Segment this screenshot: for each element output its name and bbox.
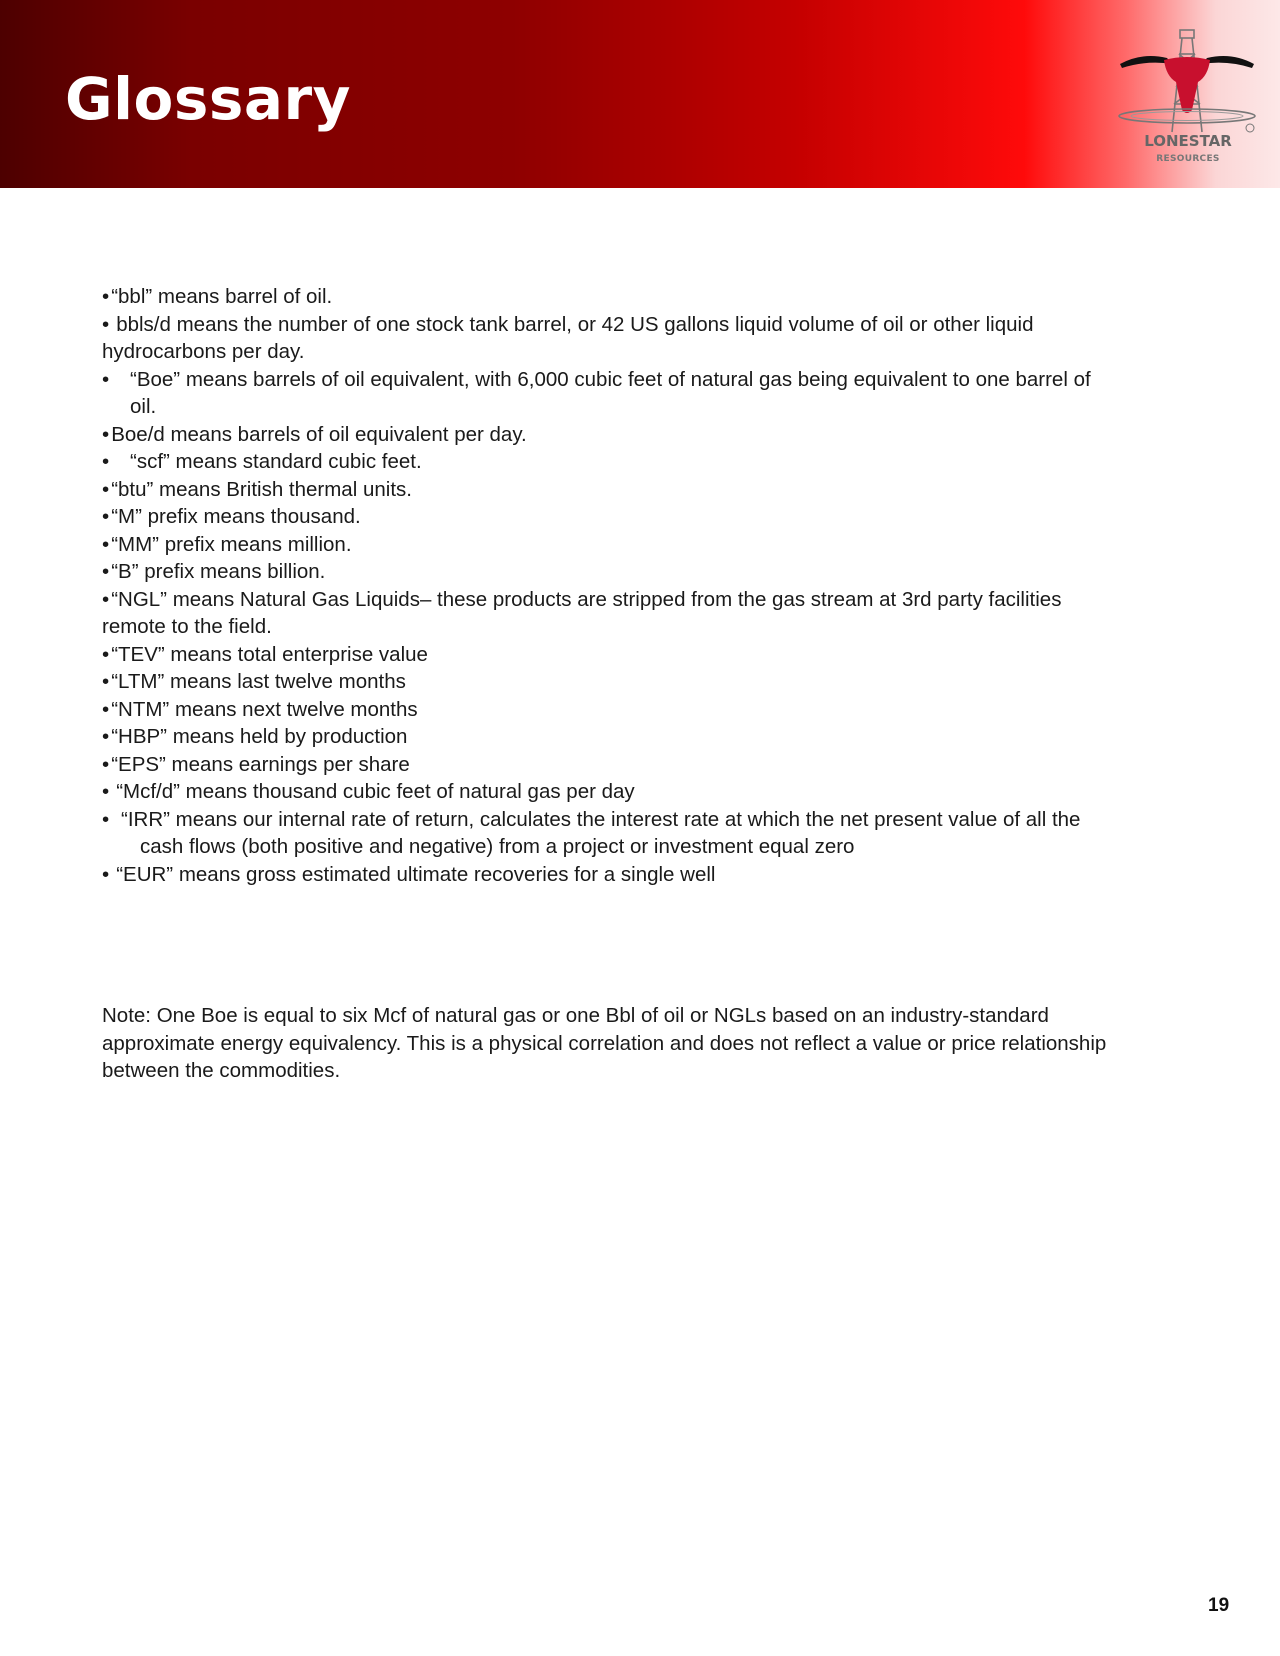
logo-wordmark: LONESTAR [1144, 132, 1232, 150]
bullet-glyph: • [102, 780, 110, 803]
glossary-item: • “Boe” means barrels of oil equivalent, with 6,000 cubic feet of natural gas being equivalent to one barrel of oil. [102, 367, 1091, 418]
bullet-glyph: • [102, 807, 110, 831]
glossary-list [102, 283, 1122, 888]
bullet-glyph: • [102, 642, 110, 666]
page-number: 19 [1208, 1595, 1230, 1616]
glossary-item: •“M” prefix means thousand. [102, 505, 361, 528]
bullet-glyph: • [102, 697, 110, 721]
glossary-item: •“HBP” means held by production [102, 725, 408, 748]
glossary-item: • bbls/d means the number of one stock tank barrel, or 42 US gallons liquid volume of oil or other liquid hydrocarbons per day. [102, 312, 1034, 363]
glossary-item: •“NTM” means next twelve months [102, 697, 418, 721]
glossary-item: •“B” prefix means billion. [102, 560, 326, 583]
footnote: Note: One Boe is equal to six Mcf of natural gas or one Bbl of oil or NGLs based on an industry-standard approximate energy equivalency. This is a physical correlation and does not reflect a value or price relationship between the commodities. [102, 1004, 1107, 1082]
bullet-glyph: • [102, 532, 110, 556]
bullet-glyph: • [102, 862, 110, 886]
glossary-item: • “Mcf/d” means thousand cubic feet of natural gas per day [102, 780, 635, 803]
glossary-item: •“bbl” means barrel of oil. [102, 285, 333, 308]
bullet-glyph: • [102, 725, 110, 748]
bullet-glyph: • [102, 752, 110, 776]
bullet-glyph: • [102, 367, 110, 391]
longhorn-derrick-logo-icon [1112, 24, 1262, 174]
bullet-glyph: • [102, 670, 110, 693]
glossary-item: •“EPS” means earnings per share [102, 752, 410, 776]
header-banner [0, 0, 1280, 188]
glossary-item: • “IRR” means our internal rate of return, calculates the interest rate at which the net present value of all the cash flows (both positive and negative) from a project or investment equal zero [102, 807, 1081, 858]
bullet-glyph: • [102, 560, 110, 583]
glossary-item: •“MM” prefix means million. [102, 532, 352, 556]
bullet-glyph: • [102, 505, 110, 528]
glossary-item: •Boe/d means barrels of oil equivalent per day. [102, 422, 527, 446]
glossary-item: •“TEV” means total enterprise value [102, 642, 428, 666]
bullet-glyph: • [102, 587, 110, 611]
bullet-glyph: • [102, 285, 110, 308]
bullet-glyph: • [102, 450, 110, 473]
glossary-item: • “scf” means standard cubic feet. [102, 448, 1122, 476]
bullet-glyph: • [102, 477, 110, 501]
glossary-item: •“LTM” means last twelve months [102, 670, 406, 693]
bullet-glyph: • [102, 422, 110, 446]
glossary-item: • “EUR” means gross estimated ultimate recoveries for a single well [102, 862, 716, 886]
page-title: Glossary [65, 65, 351, 133]
logo-subtitle: RESOURCES [1156, 154, 1220, 164]
glossary-item: •“NGL” means Natural Gas Liquids– these products are stripped from the gas stream at 3rd party facilities remote to the field. [102, 587, 1062, 638]
bullet-glyph: • [102, 312, 110, 336]
glossary-item: •“btu” means British thermal units. [102, 477, 412, 501]
